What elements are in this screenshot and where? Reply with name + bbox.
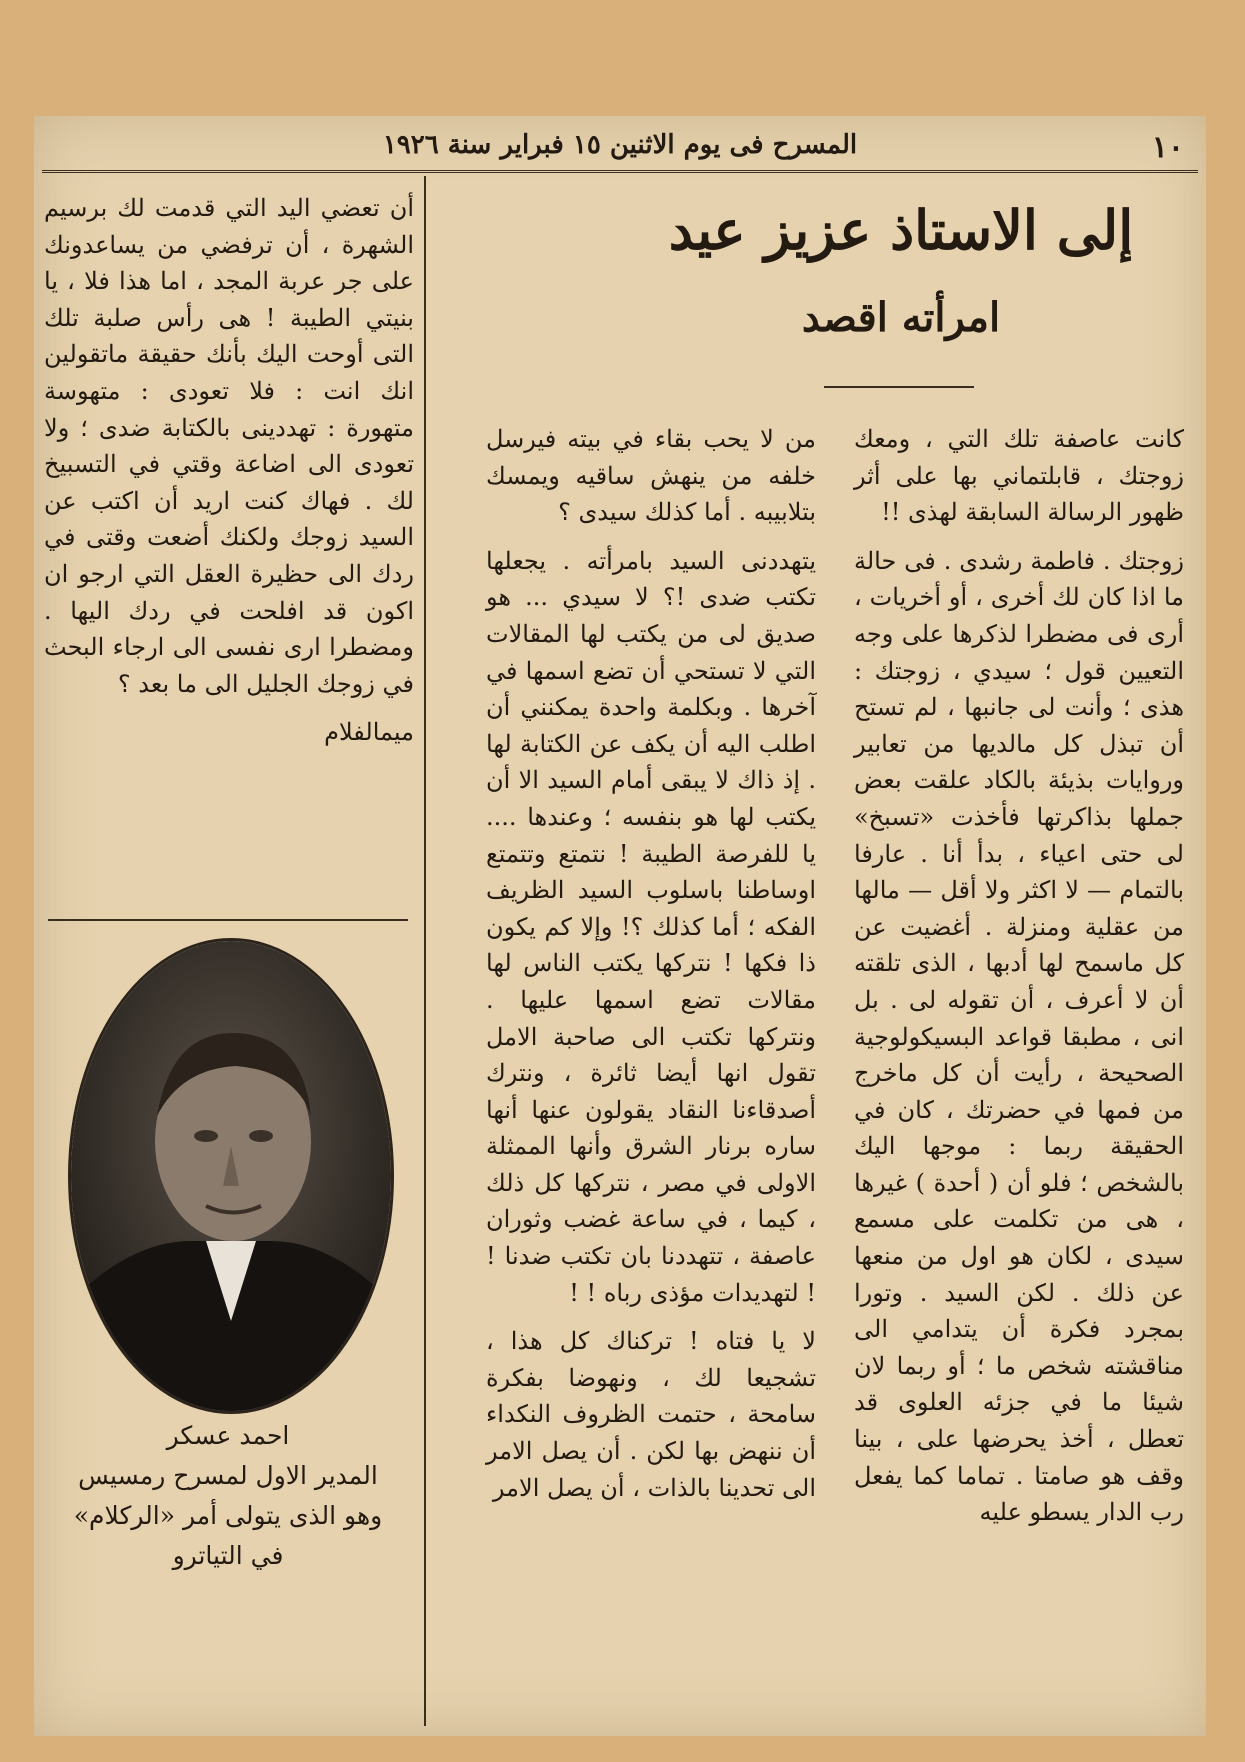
author-signature: ميمالفلام <box>324 718 414 747</box>
photo-caption <box>48 1416 408 1576</box>
paragraph: يتهددنى السيد بامرأته . يجعلها تكتب ضدى !؟ لا سيدي ... هو صديق لى من يكتب لها المقالات التي لا تستحي أن تضع اسمها في آخرها . وبكلمة واحدة يمكنني أن اطلب اليه أن يكف عن الكتابة لها . إذ ذاك لا يبقى أمام السيد الا أن يكتب لها هو بنفسه ؛ وعندها .... يا للفرصة الطيبة ! نتمتع وتتمتع اوساطنا باسلوب السيد الظريف الفكه ؛ أما كذلك ؟! وإلا كم يكون ذا فكها ! نتركها يكتب الناس لها مقالات تضع اسمها عليها . ونتركها تكتب الى صاحبة الامل تقول انها أيضا ثائرة ، ونترك أصدقاءنا النقاد يقولون عنها أنها ساره برنار الشرق وأنها الممثلة الاولى في مصر ، نتركها كل ذلك ، كيما ، في ساعة غضب وثوران عاصفة ، تتهددنا بان تكتب ضدنا ! ! لتهديدات مؤذى رباه ! ! <box>486 546 816 1307</box>
subheadline: امرأته اقصد <box>801 294 1001 341</box>
headline-rule <box>824 386 974 388</box>
article-column-left <box>44 190 414 751</box>
running-title: المسرح فى يوم الاثنين ١٥ فبراير سنة ١٩٢٦ <box>382 130 858 160</box>
article-column-right <box>854 421 1184 1543</box>
paragraph: أن تعضي اليد التي قدمت لك برسيم الشهرة ، أن ترفضي من يساعدونك على جر عربة المجد ، اما هذا فلا ، يا بنيتي الطيبة ! هى رأس صلبة تلك التى أوحت اليك بأنك حقيقة ماتقولين انك انت : فلا تعودى : متهوسة متهورة : تهددينى بالكتابة ضدى ؛ ولا تعودى الى اضاعة وقتي في التسبيخ لك . فهاك كنت اريد أن اكتب عن السيد زوجك ولكنك أضعت وقتى في ردك الى حظيرة العقل التي ارجو ان اكون قد افلحت في ردك اليها . ومضطرا ارى نفسى الى ارجاء البحث في زوجك الجليل الى ما بعد ؟ <box>44 194 414 698</box>
caption-name: احمد عسكر <box>166 1421 290 1450</box>
portrait-figure <box>71 941 391 1411</box>
article-column-middle <box>486 421 816 1518</box>
paragraph: كانت عاصفة تلك التي ، ومعك زوجتك ، قابلتماني بها على أثر ظهور الرسالة السابقة لهذى !! <box>854 425 1184 527</box>
paragraph: من لا يحب بقاء في بيته فيرسل خلفه من ينهش ساقيه ويمسك بتلابيبه . أما كذلك سيدى ؟ <box>486 425 816 527</box>
page-header <box>42 124 1198 173</box>
caption-line: في التياترو <box>172 1541 284 1570</box>
caption-line: وهو الذى يتولى أمر «الركلام» <box>73 1501 383 1530</box>
paragraph: لا يا فتاه ! تركناك كل هذا ، تشجيعا لك ، ونهوضا بفكرة سامحة ، حتمت الظروف النكداء أن ننهض بها لكن . أن يصل الامر الى تحدينا بالذات ، أن يصل الامر <box>486 1327 816 1502</box>
portrait-photo <box>68 938 394 1414</box>
section-divider <box>48 919 408 921</box>
caption-line: المدير الاول لمسرح رمسيس <box>78 1461 378 1490</box>
column-divider-left <box>424 176 426 1726</box>
page-number: ١٠ <box>1151 130 1184 165</box>
paragraph: زوجتك . فاطمة رشدى . فى حالة ما اذا كان لك أخرى ، أو أخريات ، أرى فى مضطرا لذكرها على وجه التعيين قول ؛ سيدي ، زوجتك : هذى ؛ وأنت لى جانبها ، لم تستح أن تبذل كل مالديها من تعابير وروايات بذيئة بالكاد علقت بعض جملها بذاكرتها فأخذت «تسبخ» لى حتى اعياء ، بدأ أنا . عارفا بالتمام — لا اكثر ولا أقل — مالها من عقلية ومنزلة . أغضيت عن كل ماسمح لها أدبها ، الذى تلقته أن لا أعرف ، أن تقوله لى . بل انى ، مطبقا قواعد البسيكولوجية الصحيحة ، رأيت أن كل ماخرج من فمها في حضرتك ، كان في الحقيقة ربما : موجها اليك بالشخص ؛ فلو أن ( أحدة ) غيرها ، هى من تكلمت على مسمع سيدى ، لكان هو اول من منعها عن ذلك . لكن السيد . وتورا بمجرد فكرة أن يتدامي الى مناقشته شخص ما ؛ أو ربما لان شيئا ما في جزئه العلوى قد تعطل ، أخذ يحرضها على ، بينا وقف هو صامتا . تماما كما يفعل رب الدار يسطو عليه <box>854 546 1184 1527</box>
newspaper-page <box>34 116 1206 1736</box>
headline: إلى الاستاذ عزيز عيد <box>668 198 1134 262</box>
